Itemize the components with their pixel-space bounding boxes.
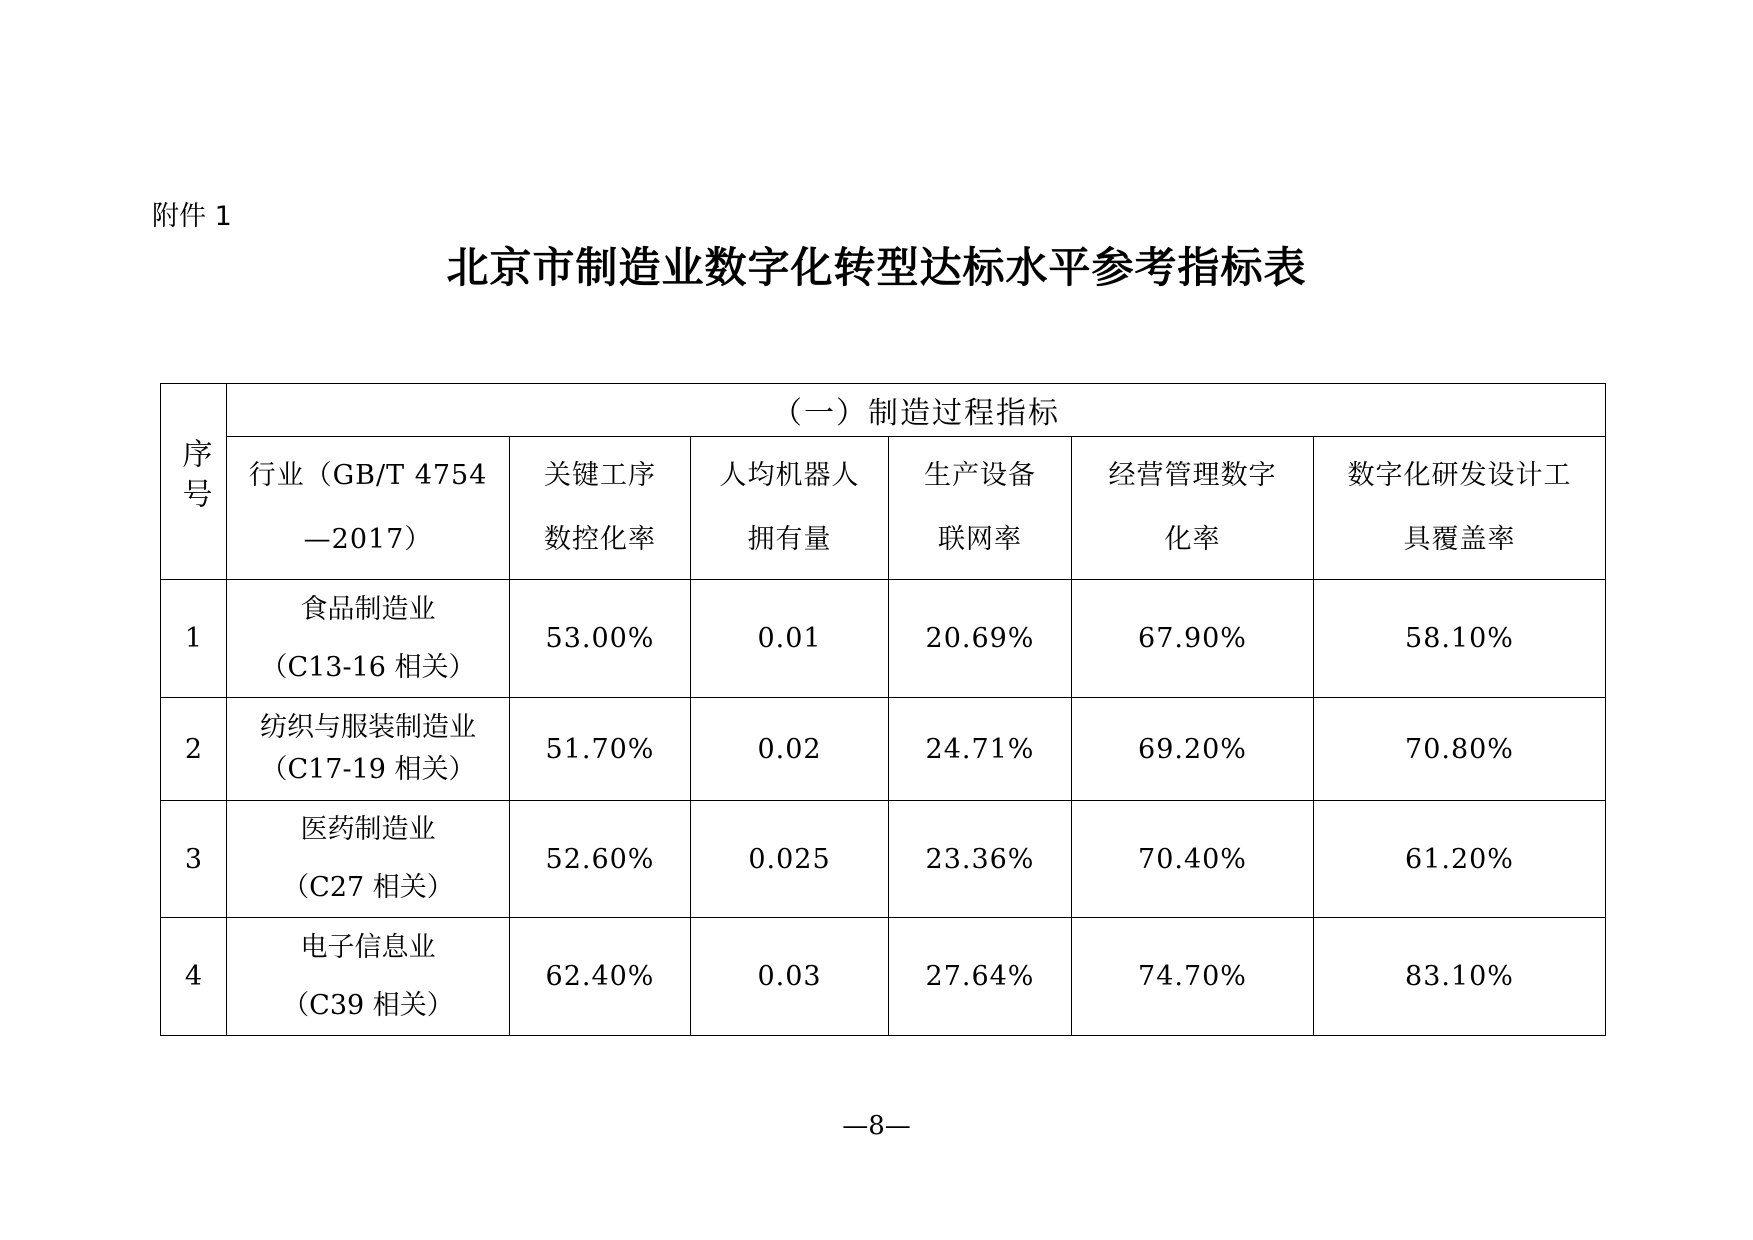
value-cell: 69.20%: [1072, 698, 1314, 801]
value-cell: 0.02: [691, 698, 889, 801]
seq-cell: 3: [161, 801, 227, 918]
column-header-management-digital-rate: [1072, 437, 1314, 580]
value-cell: 58.10%: [1314, 580, 1606, 698]
industry-cell: [227, 580, 510, 698]
table-row: [161, 918, 1606, 1036]
industry-code: （C39 相关）: [282, 989, 454, 1021]
industry-cell: [227, 918, 510, 1036]
column-header-industry: [227, 437, 510, 580]
industry-name: 纺织与服装制造业: [260, 712, 476, 743]
value-cell: 74.70%: [1072, 918, 1314, 1036]
value-cell: 53.00%: [510, 580, 691, 698]
seq-header: 序号: [176, 438, 212, 518]
page-number: —8—: [842, 1111, 911, 1141]
industry-name: 食品制造业: [300, 593, 436, 625]
industry-cell: [227, 801, 510, 918]
column-header-line: 数控化率: [544, 524, 656, 555]
column-header-line: —2017）: [303, 524, 433, 555]
table-row: [161, 698, 1606, 801]
table-section-row: [161, 384, 1606, 437]
table-row: [161, 580, 1606, 698]
industry-code: （C13-16 相关）: [260, 651, 476, 683]
table-row: [161, 801, 1606, 918]
industry-name: 电子信息业: [300, 931, 436, 963]
column-header-cnc-rate: [510, 437, 691, 580]
value-cell: 0.01: [691, 580, 889, 698]
industry-code: （C17-19 相关）: [260, 754, 476, 785]
seq-cell: 2: [161, 698, 227, 801]
column-header-line: 行业（GB/T 4754: [248, 460, 488, 491]
value-cell: 52.60%: [510, 801, 691, 918]
section-header-cell: [227, 384, 1606, 437]
value-cell: 27.64%: [889, 918, 1072, 1036]
seq-cell: 4: [161, 918, 227, 1036]
value-cell: 0.025: [691, 801, 889, 918]
value-cell: 70.80%: [1314, 698, 1606, 801]
column-header-equipment-network-rate: [889, 437, 1072, 580]
value-cell: 62.40%: [510, 918, 691, 1036]
industry-cell: [227, 698, 510, 801]
value-cell: 20.69%: [889, 580, 1072, 698]
table-header-row: [161, 437, 1606, 580]
section-header: （一）制造过程指标: [772, 396, 1060, 431]
value-cell: 83.10%: [1314, 918, 1606, 1036]
column-header-line: 数字化研发设计工: [1347, 460, 1572, 491]
attachment-label: 附件 1: [152, 201, 232, 232]
value-cell: 67.90%: [1072, 580, 1314, 698]
column-header-rd-tool-coverage: [1314, 437, 1606, 580]
value-cell: 24.71%: [889, 698, 1072, 801]
column-header-line: 人均机器人: [719, 460, 860, 491]
column-header-line: 化率: [1164, 524, 1221, 555]
value-cell: 23.36%: [889, 801, 1072, 918]
value-cell: 61.20%: [1314, 801, 1606, 918]
column-header-line: 拥有量: [747, 524, 832, 555]
column-header-line: 生产设备: [924, 460, 1036, 491]
column-header-line: 具覆盖率: [1403, 524, 1516, 555]
industry-name: 医药制造业: [300, 814, 436, 845]
column-header-line: 经营管理数字: [1108, 460, 1277, 491]
seq-header-cell: [161, 384, 227, 580]
document-title: 北京市制造业数字化转型达标水平参考指标表: [446, 243, 1307, 292]
column-header-line: 关键工序: [544, 460, 656, 491]
industry-code: （C27 相关）: [282, 872, 454, 903]
indicator-table: [160, 383, 1606, 1036]
seq-cell: 1: [161, 580, 227, 698]
value-cell: 70.40%: [1072, 801, 1314, 918]
column-header-robots-per-capita: [691, 437, 889, 580]
value-cell: 0.03: [691, 918, 889, 1036]
column-header-line: 联网率: [938, 524, 1022, 555]
value-cell: 51.70%: [510, 698, 691, 801]
